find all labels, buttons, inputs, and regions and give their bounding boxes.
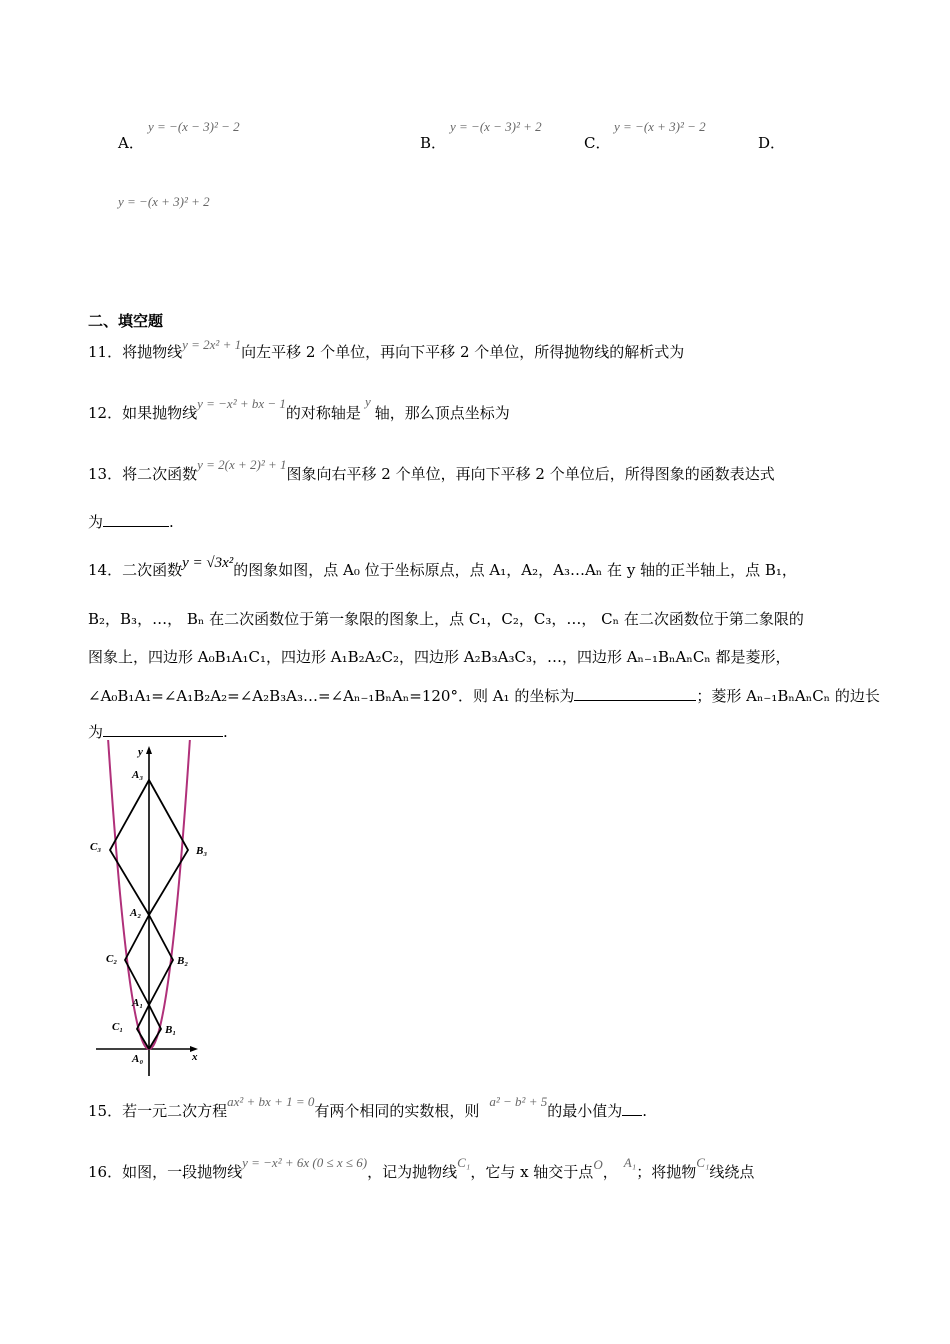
label-a1: A₁ xyxy=(132,997,144,1009)
q14-a1-coordinate-blank[interactable] xyxy=(574,686,696,701)
option-b-label: B． xyxy=(420,134,447,152)
option-d-label: D． xyxy=(758,134,786,152)
question-14-line4 xyxy=(88,685,880,706)
q12-expr: y = −x² + bx − 1 xyxy=(197,396,286,411)
q14-line4b: ；菱形 Aₙ₋₁BₙAₙCₙ 的边长 xyxy=(696,687,880,705)
question-13 xyxy=(88,457,775,484)
option-d-expr: y = −(x + 3)² + 2 xyxy=(118,194,210,209)
question-11 xyxy=(88,337,685,362)
q16-mid3: ；将抛物 xyxy=(636,1163,697,1181)
question-12 xyxy=(88,394,510,423)
label-b2: B₂ xyxy=(177,955,189,967)
question-14 xyxy=(88,555,797,580)
q16-c1: C₁ xyxy=(457,1155,471,1170)
question-13-line2 xyxy=(88,511,174,532)
q16-number: 16． xyxy=(88,1163,123,1181)
q15-number: 15． xyxy=(88,1102,123,1120)
q14-number: 14． xyxy=(88,561,123,579)
q14-line5b: . xyxy=(223,723,228,741)
q16-expr: y = −x² + 6x (0 ≤ x ≤ 6) xyxy=(242,1155,368,1170)
rhombus-parabola-figure xyxy=(88,740,228,1080)
q13-expr: y = 2(x + 2)² + 1 xyxy=(197,457,287,472)
q11-number: 11． xyxy=(88,343,123,361)
option-a-expr: y = −(x − 3)² − 2 xyxy=(148,119,240,134)
q15-expr: ax² + bx + 1 = 0 xyxy=(227,1094,315,1109)
option-c-expr: y = −(x + 3)² − 2 xyxy=(614,119,706,134)
q11-expr: y = 2x² + 1 xyxy=(182,337,242,352)
q12-pre: 如果抛物线 xyxy=(122,404,198,422)
q16-pre: 如图，一段抛物线 xyxy=(122,1163,243,1181)
q11-post: 向左平移 2 个单位，再向下平移 2 个单位，所得抛物线的解析式为 xyxy=(241,343,685,361)
q15-expr2: a² − b² + 5 xyxy=(489,1094,548,1109)
label-b3: B₃ xyxy=(196,845,208,857)
q16-c1b: C₁ xyxy=(696,1155,710,1170)
q14-line4a: ∠A₀B₁A₁=∠A₁B₂A₂=∠A₂B₃A₃…=∠Aₙ₋₁BₙAₙ=120°．则 A₁ 的坐标为 xyxy=(88,687,575,705)
q13-end: . xyxy=(169,513,174,531)
q13-answer-blank[interactable] xyxy=(103,512,169,527)
q15-pre: 若一元二次方程 xyxy=(122,1102,228,1120)
y-axis-arrow-icon xyxy=(146,746,152,754)
option-a-label: A． xyxy=(118,134,144,152)
q15-end: . xyxy=(642,1102,648,1120)
q14-line2: B₂，B₃，…， Bₙ 在二次函数位于第一象限的图象上，点 C₁，C₂，C₃，…， Cₙ 在二次函数位于第二象限的 xyxy=(88,610,804,628)
label-c2: C₂ xyxy=(106,953,118,965)
section-heading: 二、填空题 xyxy=(88,312,164,330)
q16-sep: ， xyxy=(602,1163,618,1181)
q16-a1: A₁ xyxy=(623,1155,637,1170)
q16-o: O xyxy=(593,1157,603,1172)
q13-number: 13． xyxy=(88,465,123,483)
option-b-expr: y = −(x − 3)² + 2 xyxy=(450,119,542,134)
question-16 xyxy=(88,1155,755,1182)
q15-answer-blank[interactable] xyxy=(622,1101,642,1116)
label-c1: C₁ xyxy=(112,1021,124,1033)
q12-post: 轴，那么顶点坐标为 xyxy=(374,404,510,422)
option-c-label: C． xyxy=(584,134,611,152)
q15-post: 的最小值为 xyxy=(547,1102,623,1120)
q16-post: 线绕点 xyxy=(709,1163,755,1181)
q14-line1: 的图象如图，点 A₀ 位于坐标原点，点 A₁，A₂，A₃…Aₙ 在 y 轴的正半轴上，点 B₁， xyxy=(233,561,797,579)
label-a3: A₃ xyxy=(132,769,144,781)
q14-expr: y = √3x² xyxy=(182,555,234,571)
q13-pre: 将二次函数 xyxy=(122,465,198,483)
label-x-axis: x xyxy=(192,1051,198,1063)
q13-post: 图象向右平移 2 个单位，再向下平移 2 个单位后，所得图象的函数表达式 xyxy=(286,465,775,483)
label-a2: A₂ xyxy=(130,907,142,919)
q14-line3: 图象上，四边形 A₀B₁A₁C₁，四边形 A₁B₂A₂C₂，四边形 A₂B₃A₃C₃，…，四边形 Aₙ₋₁BₙAₙCₙ 都是菱形， xyxy=(88,648,791,666)
label-y-axis: y xyxy=(138,746,143,758)
question-14-line5 xyxy=(88,721,228,742)
question-15 xyxy=(88,1094,648,1121)
q13-line2: 为 xyxy=(88,513,104,531)
q12-mid: 的对称轴是 xyxy=(285,404,361,422)
label-b1: B₁ xyxy=(165,1024,177,1036)
q14-line5a: 为 xyxy=(88,723,104,741)
q16-mid2: ，它与 x 轴交于点 xyxy=(470,1163,594,1181)
q11-pre: 将抛物线 xyxy=(122,343,183,361)
q16-mid1: ，记为抛物线 xyxy=(367,1163,458,1181)
q15-mid: 有两个相同的实数根，则 xyxy=(314,1102,480,1120)
q12-number: 12． xyxy=(88,404,123,422)
q12-axis: y xyxy=(364,394,371,409)
label-c3: C₃ xyxy=(90,841,102,853)
label-a0: A₀ xyxy=(132,1053,144,1065)
q14-side-length-blank[interactable] xyxy=(103,722,223,737)
q14-pre: 二次函数 xyxy=(122,561,183,579)
